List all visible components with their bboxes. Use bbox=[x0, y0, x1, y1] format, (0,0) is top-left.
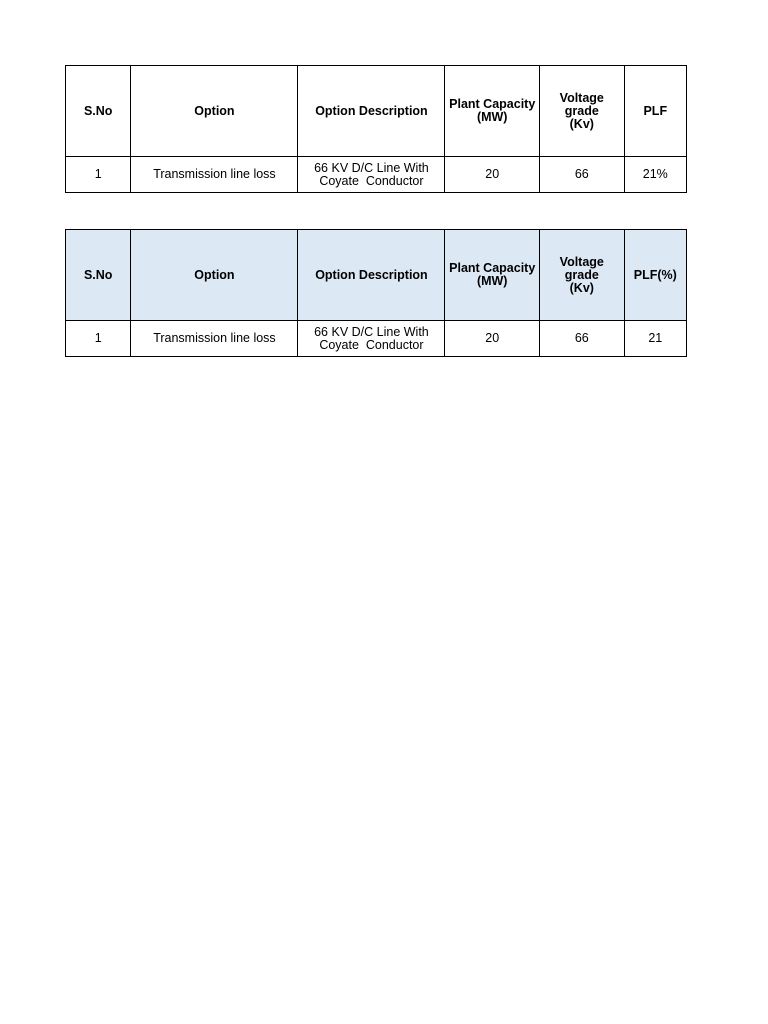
header-option: Option bbox=[131, 230, 298, 321]
cell-voltage-grade: 66 bbox=[540, 321, 625, 357]
header-voltage-grade bbox=[540, 66, 625, 157]
cell-option-description bbox=[298, 321, 445, 357]
cell-plf-percent: 21 bbox=[624, 321, 686, 357]
header-sno: S.No bbox=[66, 66, 131, 157]
cell-option-description bbox=[298, 157, 445, 193]
cell-sno: 1 bbox=[66, 321, 131, 357]
cell-description-line2: Coyate Conductor bbox=[319, 173, 424, 188]
header-voltage-grade-unit: (Kv) bbox=[569, 116, 594, 131]
cell-option: Transmission line loss bbox=[131, 157, 298, 193]
header-voltage-grade bbox=[540, 230, 625, 321]
cell-sno: 1 bbox=[66, 157, 131, 193]
header-voltage-grade-label: Voltage grade bbox=[559, 254, 604, 282]
plf-table bbox=[65, 65, 687, 193]
cell-voltage-grade: 66 bbox=[540, 157, 625, 193]
header-option-description: Option Description bbox=[298, 230, 445, 321]
header-plant-capacity-label: Plant Capacity bbox=[449, 97, 536, 111]
cell-description-line2: Coyate Conductor bbox=[319, 337, 424, 352]
cell-plf: 21% bbox=[624, 157, 686, 193]
table-header-row bbox=[66, 230, 687, 321]
header-plant-capacity-label: Plant Capacity bbox=[449, 261, 536, 275]
header-plf: PLF bbox=[624, 66, 686, 157]
header-plant-capacity-unit: (MW) bbox=[476, 274, 508, 288]
header-plant-capacity bbox=[445, 66, 540, 157]
cell-plant-capacity: 20 bbox=[445, 157, 540, 193]
table-header-row bbox=[66, 66, 687, 157]
table-row bbox=[66, 321, 687, 357]
cell-plant-capacity: 20 bbox=[445, 321, 540, 357]
header-option-description: Option Description bbox=[298, 66, 445, 157]
plf-percent-table bbox=[65, 229, 687, 357]
cell-description-line1: 66 KV D/C Line With bbox=[314, 160, 429, 175]
header-plant-capacity bbox=[445, 230, 540, 321]
header-plf-percent: PLF(%) bbox=[624, 230, 686, 321]
header-plant-capacity-unit: (MW) bbox=[476, 110, 508, 124]
table-row bbox=[66, 157, 687, 193]
header-voltage-grade-label: Voltage grade bbox=[559, 90, 604, 118]
header-voltage-grade-unit: (Kv) bbox=[569, 280, 594, 295]
header-option: Option bbox=[131, 66, 298, 157]
header-sno: S.No bbox=[66, 230, 131, 321]
cell-option: Transmission line loss bbox=[131, 321, 298, 357]
cell-description-line1: 66 KV D/C Line With bbox=[314, 324, 429, 339]
